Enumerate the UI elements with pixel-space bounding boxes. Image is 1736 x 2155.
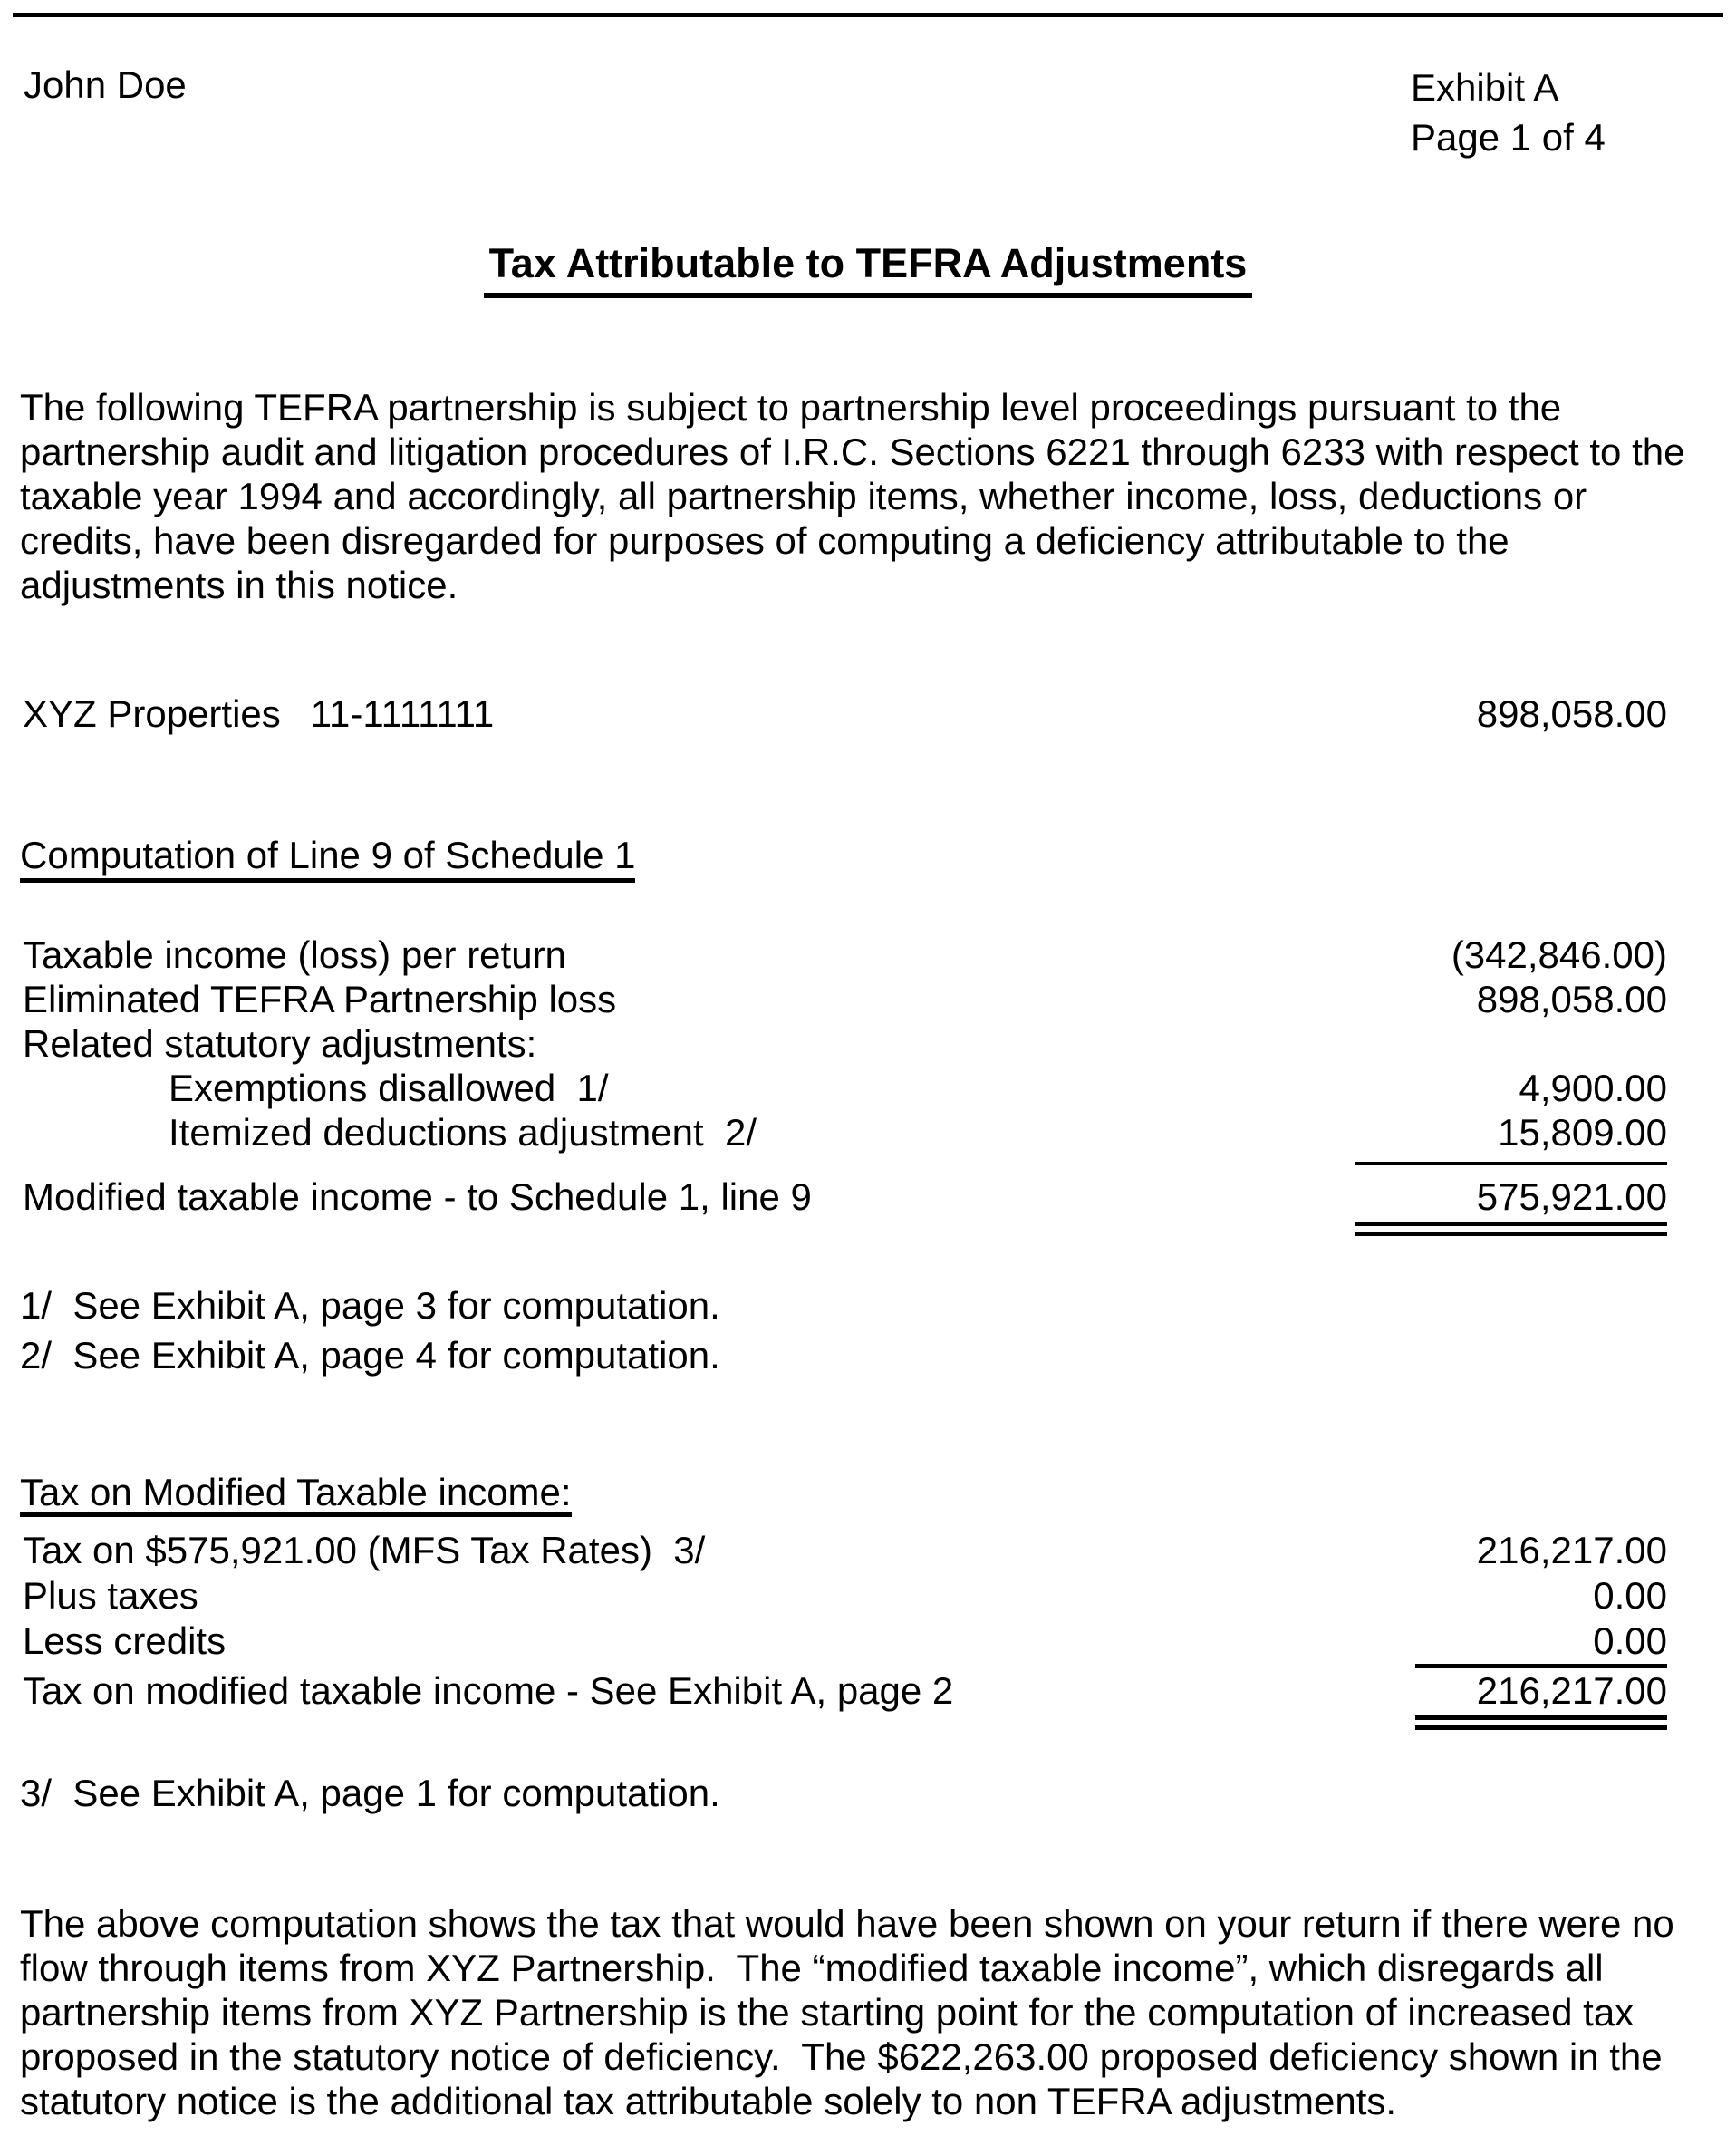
computation-heading: Computation of Line 9 of Schedule 1 — [20, 835, 635, 883]
intro-line-2: partnership audit and litigation procedures of I.R.C. Sections 6221 through 6233 with respect to the — [20, 430, 1685, 473]
computation-heading-row — [0, 834, 1736, 883]
table-row — [0, 1021, 1736, 1066]
table-row — [0, 1110, 1736, 1165]
row-label: Modified taxable income - to Schedule 1, line 9 — [23, 1175, 812, 1218]
document-header — [0, 63, 1736, 177]
row-amount: 0.00 — [1593, 1574, 1667, 1617]
footnote-1: 1/ See Exhibit A, page 3 for computation. — [20, 1284, 720, 1327]
row-label: Itemized deductions adjustment 2/ — [169, 1111, 757, 1154]
document-title: Tax Attributable to TEFRA Adjustments — [484, 240, 1253, 298]
page-number: Page 1 of 4 — [1411, 116, 1606, 159]
intro-line-3: taxable year 1994 and accordingly, all partnership items, whether income, loss, deductions or — [20, 475, 1587, 517]
row-label: Plus taxes — [23, 1574, 198, 1617]
intro-line-5: adjustments in this notice. — [20, 564, 458, 606]
tax-table — [0, 1528, 1736, 1730]
row-amount: 216,217.00 — [1476, 1669, 1667, 1712]
row-amount: 575,921.00 — [1476, 1175, 1667, 1218]
exhibit-label: Exhibit A — [1411, 66, 1559, 109]
row-label: Exemptions disallowed 1/ — [169, 1067, 609, 1109]
tax-heading: Tax on Modified Taxable income: — [20, 1473, 572, 1517]
double-rule — [1415, 1715, 1667, 1730]
closing-line-1: The above computation shows the tax that would have been shown on your return if there were no — [20, 1902, 1674, 1945]
table-row — [0, 1573, 1736, 1619]
exhibit-block — [1411, 63, 1606, 162]
footnote-3: 3/ See Exhibit A, page 1 for computation. — [20, 1772, 720, 1814]
row-amount: 898,058.00 — [1476, 978, 1667, 1020]
page-top-rule — [13, 13, 1723, 17]
intro-line-4: credits, have been disregarded for purposes of computing a deficiency attributable to the — [20, 519, 1509, 562]
tax-heading-row — [0, 1471, 1736, 1517]
closing-line-4: proposed in the statutory notice of deficiency. The $622,263.00 proposed deficiency shown in the — [20, 2035, 1663, 2078]
closing-paragraph — [0, 1901, 1736, 2123]
row-amount: 4,900.00 — [1519, 1067, 1667, 1109]
row-label: Taxable income (loss) per return — [23, 933, 566, 976]
partnership-row — [0, 691, 1736, 736]
intro-paragraph — [0, 385, 1736, 607]
row-amount: (342,846.00) — [1451, 933, 1667, 976]
table-row — [0, 1066, 1736, 1110]
row-amount: 15,809.00 — [1355, 1110, 1667, 1165]
row-label: Less credits — [23, 1619, 227, 1662]
row-amount: 216,217.00 — [1476, 1529, 1667, 1571]
row-label: Tax on modified taxable income - See Exhibit A, page 2 — [23, 1669, 954, 1712]
double-rule — [1355, 1222, 1667, 1236]
row-label: Tax on $575,921.00 (MFS Tax Rates) 3/ — [23, 1529, 706, 1571]
partnership-label — [0, 691, 1355, 736]
partnership-ein: 11-1111111 — [310, 692, 495, 735]
table-row-total — [0, 1174, 1736, 1219]
closing-line-2: flow through items from XYZ Partnership. The “modified taxable income”, which disregards all — [20, 1947, 1604, 1989]
intro-line-1: The following TEFRA partnership is subject to partnership level proceedings pursuant to the — [20, 386, 1562, 429]
computation-table — [0, 933, 1736, 1236]
closing-line-3: partnership items from XYZ Partnership is the starting point for the computation of increased tax — [20, 1991, 1635, 2034]
title-row — [0, 240, 1736, 298]
closing-line-5: statutory notice is the additional tax attributable solely to non TEFRA adjustments. — [20, 2080, 1397, 2122]
tax-footnote-row — [0, 1770, 1736, 1817]
table-row — [0, 933, 1736, 977]
footnote-2: 2/ See Exhibit A, page 4 for computation. — [20, 1334, 720, 1377]
table-row — [0, 977, 1736, 1021]
row-label: Related statutory adjustments: — [23, 1022, 537, 1065]
taxpayer-name: John Doe — [24, 63, 187, 106]
row-label: Eliminated TEFRA Partnership loss — [23, 978, 617, 1020]
table-row — [0, 1528, 1736, 1573]
partnership-amount: 898,058.00 — [1476, 692, 1667, 735]
computation-footnotes — [0, 1280, 1736, 1380]
table-row — [0, 1619, 1736, 1668]
row-amount: 0.00 — [1415, 1619, 1667, 1668]
partnership-name: XYZ Properties — [23, 692, 281, 735]
table-row-total — [0, 1668, 1736, 1714]
document-page — [0, 13, 1736, 2155]
